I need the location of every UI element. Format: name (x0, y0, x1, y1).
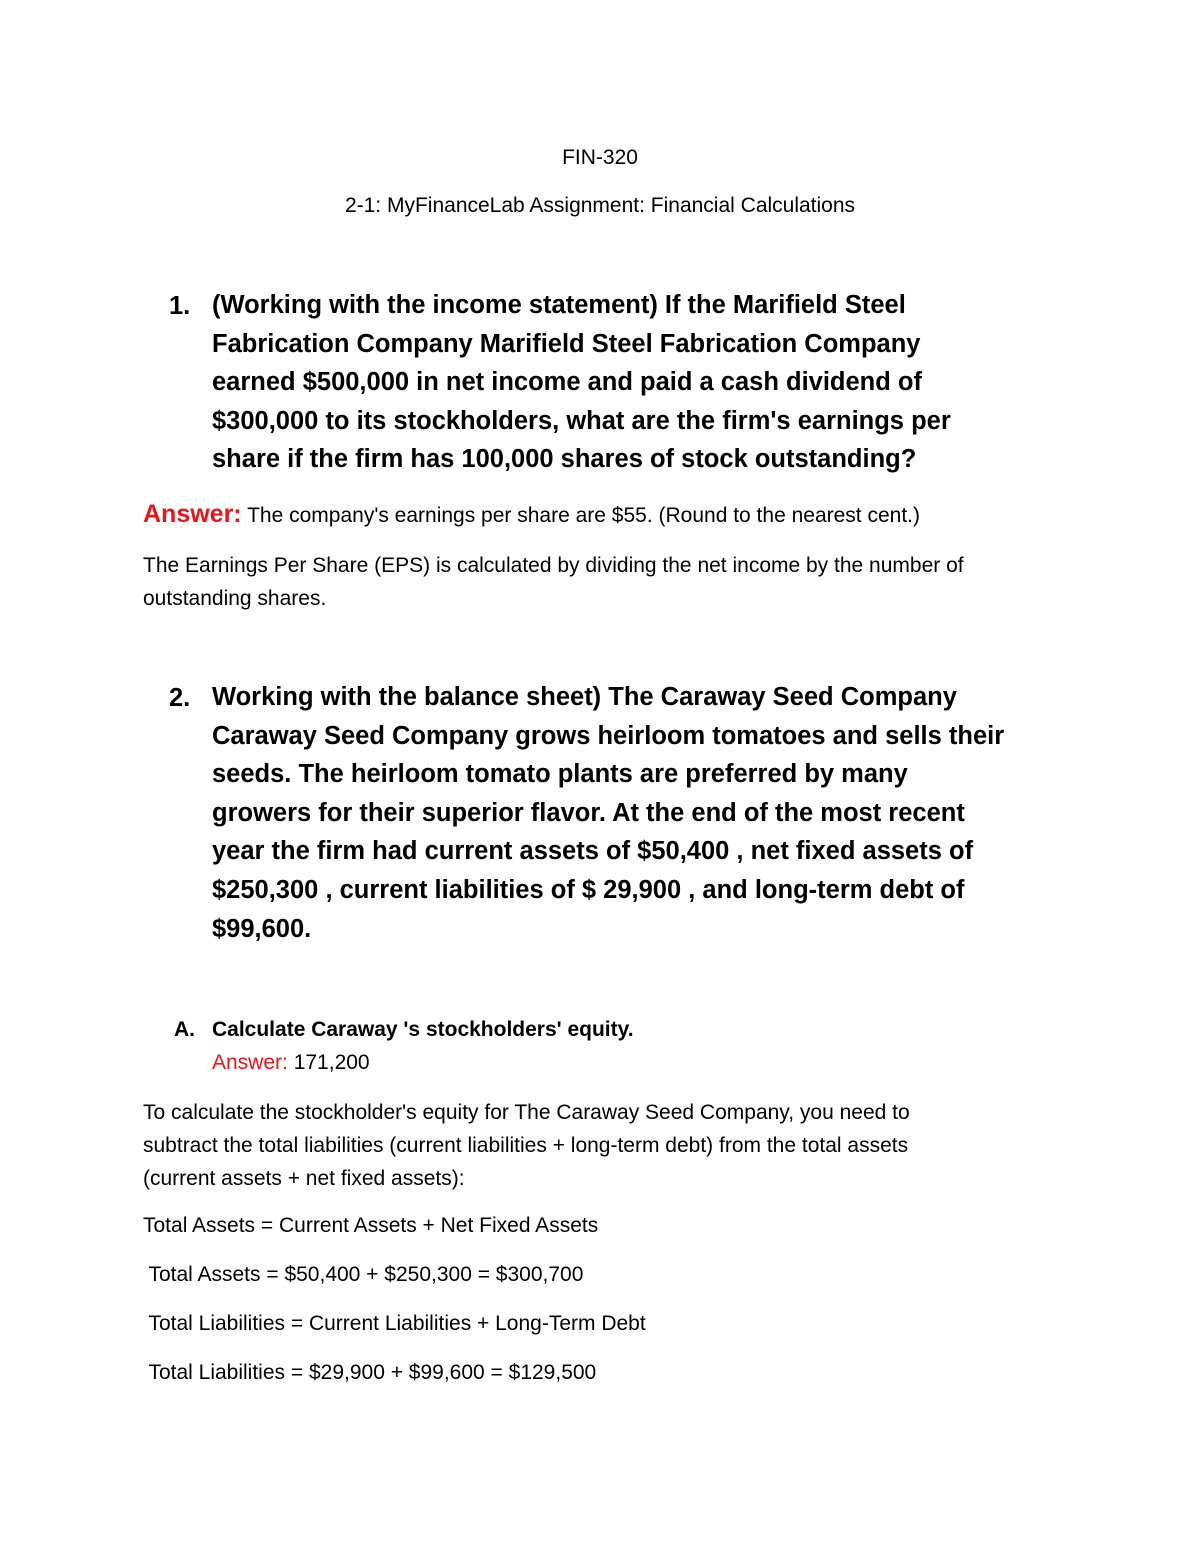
formula-line: Total Assets = Current Assets + Net Fixed Assets (143, 1214, 599, 1237)
question-1-answer (143, 500, 920, 529)
question-2-line: $99,600. (212, 914, 312, 943)
answer-value: 171,200 (287, 1051, 370, 1074)
question-2-text (212, 678, 1004, 948)
question-1-line: share if the firm has 100,000 shares of stock outstanding? (212, 445, 917, 474)
part-a-question: Calculate Caraway 's stockholders' equity. (212, 1018, 634, 1041)
explanation-line: outstanding shares. (143, 587, 327, 610)
course-code: FIN-320 (562, 146, 638, 169)
formula-line: Total Liabilities = Current Liabilities + Long-Term Debt (143, 1312, 646, 1335)
question-2-line: seeds. The heirloom tomato plants are preferred by many (212, 760, 908, 789)
question-2-line: growers for their superior flavor. At the end of the most recent (212, 798, 965, 827)
assignment-title: 2-1: MyFinanceLab Assignment: Financial Calculations (344, 194, 856, 217)
explanation-line: To calculate the stockholder's equity for The Caraway Seed Company, you need to (143, 1101, 910, 1124)
formula-line: Total Assets = $50,400 + $250,300 = $300,700 (143, 1263, 584, 1286)
question-2-line: $250,300 , current liabilities of $ 29,900 , and long-term debt of (212, 875, 965, 904)
answer-label: Answer: (143, 500, 242, 528)
question-2-number: 2. (169, 684, 191, 712)
question-1-text (212, 286, 951, 479)
question-2-line: Working with the balance sheet) The Caraway Seed Company (212, 683, 957, 711)
question-2-line: year the firm had current assets of $50,400 , net fixed assets of (212, 837, 974, 866)
formula-line: Total Liabilities = $29,900 + $99,600 = $129,500 (143, 1361, 597, 1384)
answer-label: Answer: (212, 1051, 288, 1074)
part-a-letter: A. (174, 1018, 195, 1041)
question-1-explanation (143, 549, 964, 615)
question-1-line: earned $500,000 in net income and paid a cash dividend of (212, 368, 922, 397)
question-1-line: (Working with the income statement) If the Marifield Steel (212, 291, 906, 319)
question-2-explanation (143, 1096, 910, 1195)
question-1-line: Fabrication Company Marifield Steel Fabrication Company (212, 329, 921, 358)
question-1-line: $300,000 to its stockholders, what are the firm's earnings per (212, 406, 951, 435)
part-a-answer (212, 1051, 370, 1075)
explanation-line: (current assets + net fixed assets): (143, 1167, 465, 1190)
explanation-line: The Earnings Per Share (EPS) is calculated by dividing the net income by the number of (143, 554, 964, 577)
question-1-number: 1. (169, 292, 191, 320)
explanation-line: subtract the total liabilities (current liabilities + long-term debt) from the total assets (143, 1134, 909, 1157)
question-2-line: Caraway Seed Company grows heirloom tomatoes and sells their (212, 721, 1005, 750)
answer-text: The company's earnings per share are $55. (Round to the nearest cent.) (241, 504, 920, 527)
